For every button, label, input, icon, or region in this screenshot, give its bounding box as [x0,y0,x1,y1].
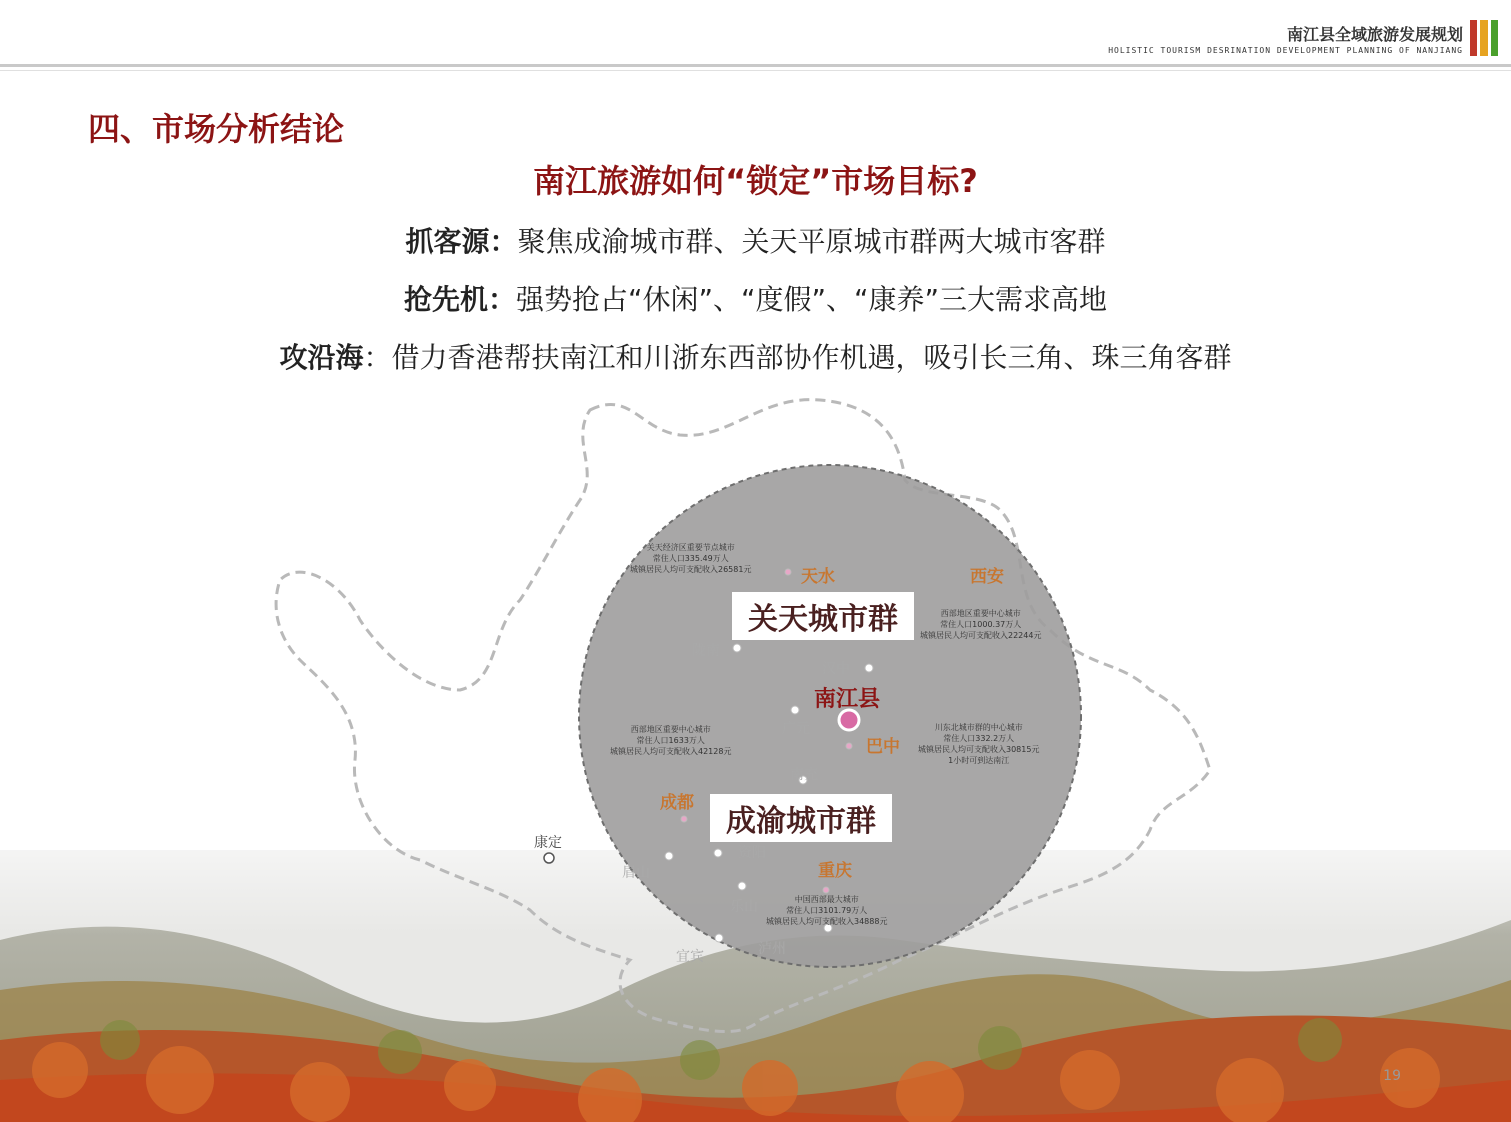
header-title-cn: 南江县全域旅游发展规划 [1286,25,1463,44]
header-title-en: HOLISTIC TOURISM DESRINATION DEVELOPMENT PLANNING OF NANJIANG [1108,46,1463,55]
city-label-chengdu: 成都 [660,793,694,813]
city-dot-tianshui [785,569,791,575]
map-graphic [0,380,1511,1122]
city-label-bazhong: 巴中 [866,737,900,757]
brand-bar-green [1491,20,1498,56]
city-dot-ziyang [714,849,722,857]
city-label-xian: 西安 [970,567,1004,587]
brand-bar-orange [1480,20,1487,56]
point-text: ：借力香港帮扶南江和川浙东西部协作机遇，吸引长三角、珠三角客群 [363,341,1232,374]
point-text: 聚焦成渝城市群、关天平原城市群两大城市客群 [517,225,1106,258]
brand-color-bars [1470,20,1498,56]
city-label-guangyuan: 广元 [782,721,810,737]
note-xian: 西部地区重要中心城市 常住人口1000.37万人 城镇居民人均可支配收入22244元 [920,609,1042,640]
note-bazhong: 川东北城市群的中心城市 常住人口332.2万人 城镇居民人均可支配收入30815元 1小时可到达南江 [918,723,1040,765]
point-coastal-markets [0,336,1511,376]
city-dot-bazhong [846,743,852,749]
city-label-hanzhong: 汉中 [822,661,850,677]
note-chengdu: 西部地区重要中心城市 常住人口1633万人 城镇居民人均可支配收入42128元 [610,725,732,756]
header-divider [0,64,1511,67]
city-dot-chongqing [823,887,829,893]
market-map [0,380,1511,1122]
city-dot-hanzhong [865,664,873,672]
city-dot-yibin [715,934,723,942]
point-customer-source [0,220,1511,260]
city-label-yibin: 宜宾 [676,949,704,965]
cluster-label-chengyu: 成渝城市群 [710,794,892,842]
city-dot-leshan [738,882,746,890]
city-dot-kangding [544,853,554,863]
city-label-kangding: 康定 [534,835,562,851]
city-dot-longnan [733,644,741,652]
page-number: 19 [1383,1068,1401,1084]
nanjiang-marker [839,710,859,730]
point-label: 抢先机： [403,283,516,316]
point-text: 强势抢占“休闲”、“度假”、“康养”三大需求高地 [515,283,1108,316]
header-divider-thin [0,70,1511,71]
city-dot-meishan [665,852,673,860]
city-label-chongqing: 重庆 [818,861,852,881]
point-label: 攻沿海 [279,341,364,374]
city-label-nanchong: 南充 [790,767,818,783]
city-label-leshan: 乐山 [730,899,758,915]
city-label-ziyang: 资阳 [738,845,766,861]
note-chongqing: 中国西部最大城市 常住人口3101.79万人 城镇居民人均可支配收入34888元 [766,895,888,926]
section-title: 四、市场分析结论 [88,110,345,148]
point-seize-opportunity [0,278,1511,318]
city-label-meishan: 眉山 [622,865,650,881]
city-label-longnan: 陇南 [692,643,720,659]
market-radius-circle [579,465,1081,967]
point-label: 抓客源： [405,225,518,258]
city-label-tianshui: 天水 [801,567,835,587]
city-dot-chengdu [681,816,687,822]
city-dot-guangyuan [791,706,799,714]
city-label-nanjiang: 南江县 [814,687,881,712]
brand-bar-red [1470,20,1477,56]
slide-subtitle: 南江旅游如何“锁定”市场目标? [533,162,978,200]
cluster-label-guantian: 关天城市群 [732,592,914,640]
city-label-luzhou: 泸州 [758,941,786,957]
note-tianshui: 关天经济区重要节点城市 常住人口335.49万人 城镇居民人均可支配收入26581元 [630,543,752,574]
